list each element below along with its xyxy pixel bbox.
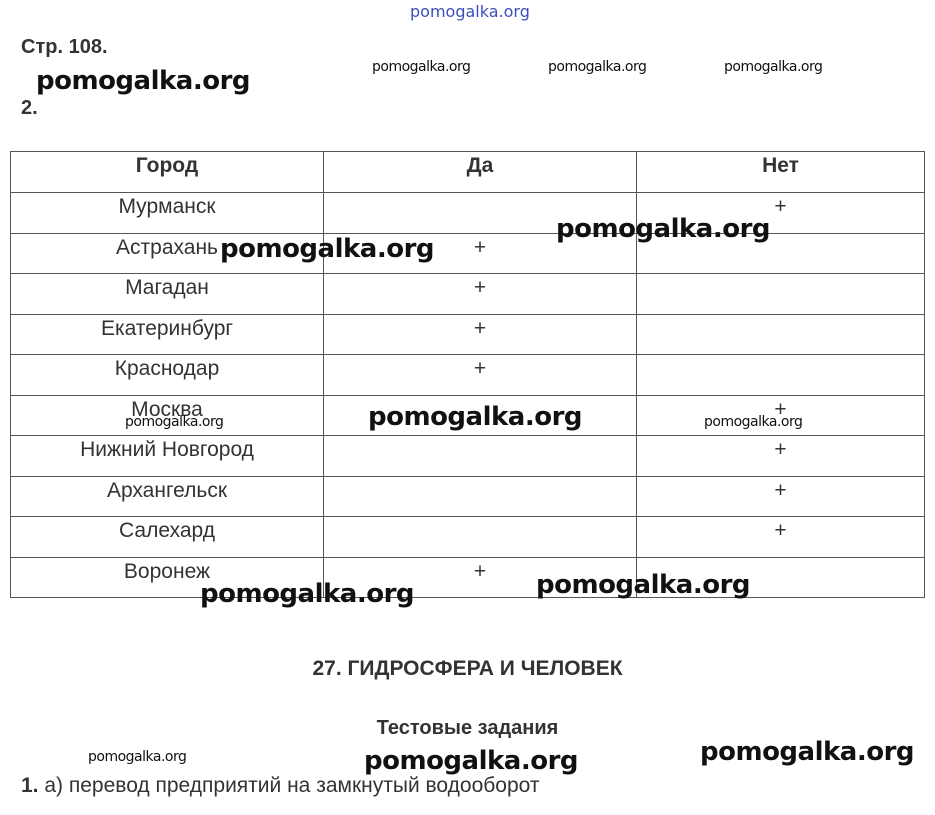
column-header-city: Город xyxy=(11,152,324,193)
no-cell: + xyxy=(637,395,925,436)
answer-line xyxy=(21,774,539,798)
yes-cell xyxy=(324,517,637,558)
page-reference: Стр. 108. xyxy=(21,36,108,58)
watermark-text: pomogalka.org xyxy=(704,414,803,430)
watermark-text: pomogalka.org xyxy=(368,402,583,432)
yes-cell xyxy=(324,476,637,517)
yes-cell: + xyxy=(324,274,637,315)
table-row xyxy=(11,233,925,274)
no-cell: + xyxy=(637,193,925,234)
no-cell xyxy=(637,274,925,315)
watermark-text: pomogalka.org xyxy=(200,579,415,609)
table-row xyxy=(11,476,925,517)
city-cell: Архангельск xyxy=(11,476,324,517)
city-cell: Екатеринбург xyxy=(11,314,324,355)
yes-cell xyxy=(324,436,637,477)
section-subtitle: Тестовые задания xyxy=(376,717,559,739)
yes-cell: + xyxy=(324,314,637,355)
watermark-text: pomogalka.org xyxy=(556,214,771,244)
watermark-text: pomogalka.org xyxy=(536,570,751,600)
table-row xyxy=(11,274,925,315)
city-cell: Нижний Новгород xyxy=(11,436,324,477)
yes-cell: + xyxy=(324,355,637,396)
watermark-text: pomogalka.org xyxy=(724,59,823,75)
watermark-top: pomogalka.org xyxy=(410,2,530,21)
watermark-text: pomogalka.org xyxy=(125,414,224,430)
no-cell xyxy=(637,314,925,355)
column-header-no: Нет xyxy=(637,152,925,193)
watermark-text: pomogalka.org xyxy=(36,66,251,96)
table-header-row xyxy=(11,152,925,193)
watermark-text: pomogalka.org xyxy=(700,737,915,767)
yes-cell: + xyxy=(324,233,637,274)
city-cell: Краснодар xyxy=(11,355,324,396)
answer-number: 1. xyxy=(21,774,39,797)
watermark-text: pomogalka.org xyxy=(372,59,471,75)
task-number: 2. xyxy=(21,97,38,119)
section-title: 27. ГИДРОСФЕРА И ЧЕЛОВЕК xyxy=(312,657,623,680)
column-header-yes: Да xyxy=(324,152,637,193)
table-row xyxy=(11,557,925,598)
city-cell: Мурманск xyxy=(11,193,324,234)
table-row xyxy=(11,355,925,396)
no-cell xyxy=(637,355,925,396)
city-cell: Магадан xyxy=(11,274,324,315)
yes-cell: + xyxy=(324,557,637,598)
city-cell: Салехард xyxy=(11,517,324,558)
no-cell: + xyxy=(637,476,925,517)
table-row xyxy=(11,314,925,355)
city-cell: Москва xyxy=(11,395,324,436)
table-row xyxy=(11,517,925,558)
table-row xyxy=(11,193,925,234)
city-cell: Воронеж xyxy=(11,557,324,598)
watermark-text: pomogalka.org xyxy=(220,234,435,264)
cities-table xyxy=(10,151,925,598)
no-cell: + xyxy=(637,517,925,558)
no-cell: + xyxy=(637,436,925,477)
table-row xyxy=(11,436,925,477)
watermark-text: pomogalka.org xyxy=(364,746,579,776)
watermark-text: pomogalka.org xyxy=(548,59,647,75)
answer-text: а) перевод предприятий на замкнутый водооборот xyxy=(44,774,540,797)
city-cell: Астрахань xyxy=(11,233,324,274)
watermark-text: pomogalka.org xyxy=(88,749,187,765)
